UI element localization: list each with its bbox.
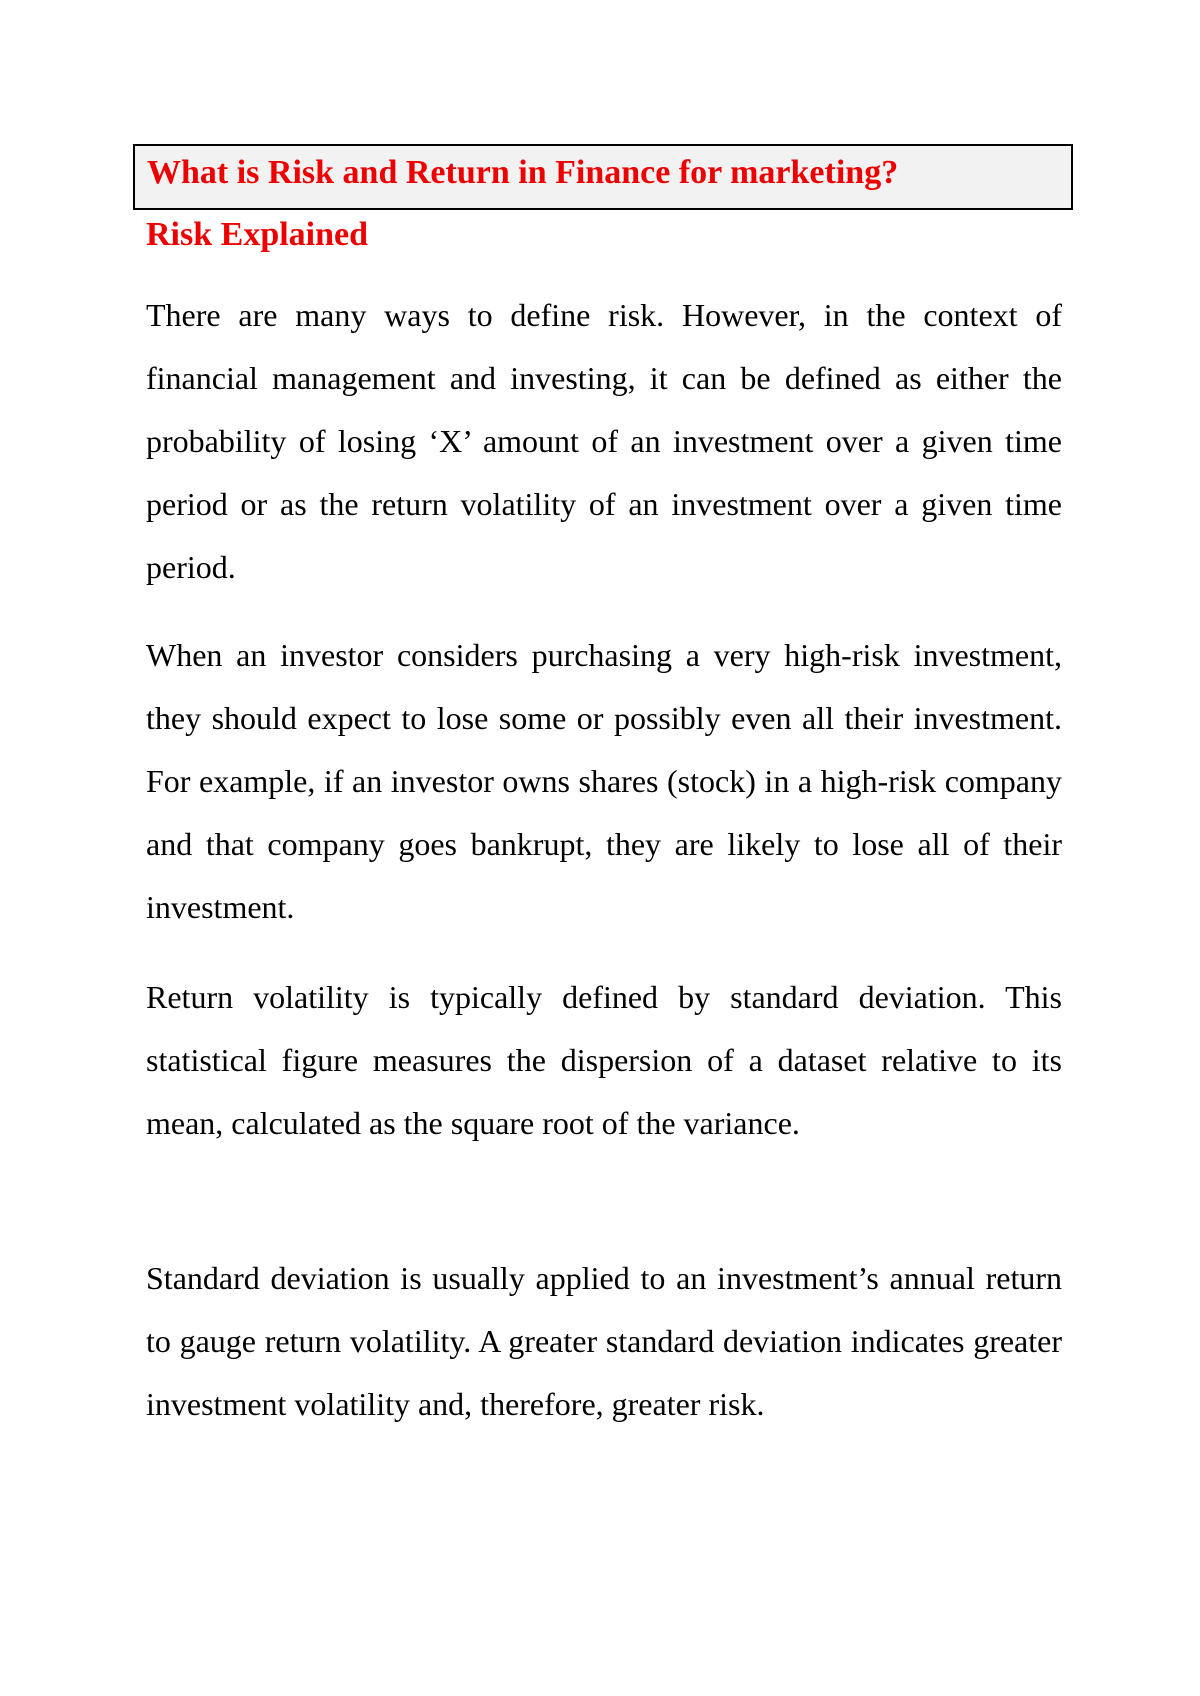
section-heading: Risk Explained (146, 216, 369, 253)
paragraph-standard-deviation: Standard deviation is usually applied to an investment’s annual return to gauge return volatility. A greater standard deviation indicates greater investment volatility and, therefore, greater risk. (146, 1260, 1062, 1422)
document-title: What is Risk and Return in Finance for marketing? (147, 154, 899, 191)
paragraph-risk-definition: There are many ways to define risk. However, in the context of financial management and investing, it can be defined as either the probability of losing ‘X’ amount of an investment over a given time period or as the return volatility of an investment over a given time period. (146, 297, 1062, 585)
title-box (133, 144, 1073, 210)
paragraph-return-volatility: Return volatility is typically defined by standard deviation. This statistical figure measures the dispersion of a dataset relative to its mean, calculated as the square root of the variance. (146, 979, 1062, 1141)
paragraph-high-risk-investment: When an investor considers purchasing a very high-risk investment, they should expect to lose some or possibly even all their investment. For example, if an investor owns shares (stock) in a high-risk company and that company goes bankrupt, they are likely to lose all of their investment. (146, 637, 1062, 925)
